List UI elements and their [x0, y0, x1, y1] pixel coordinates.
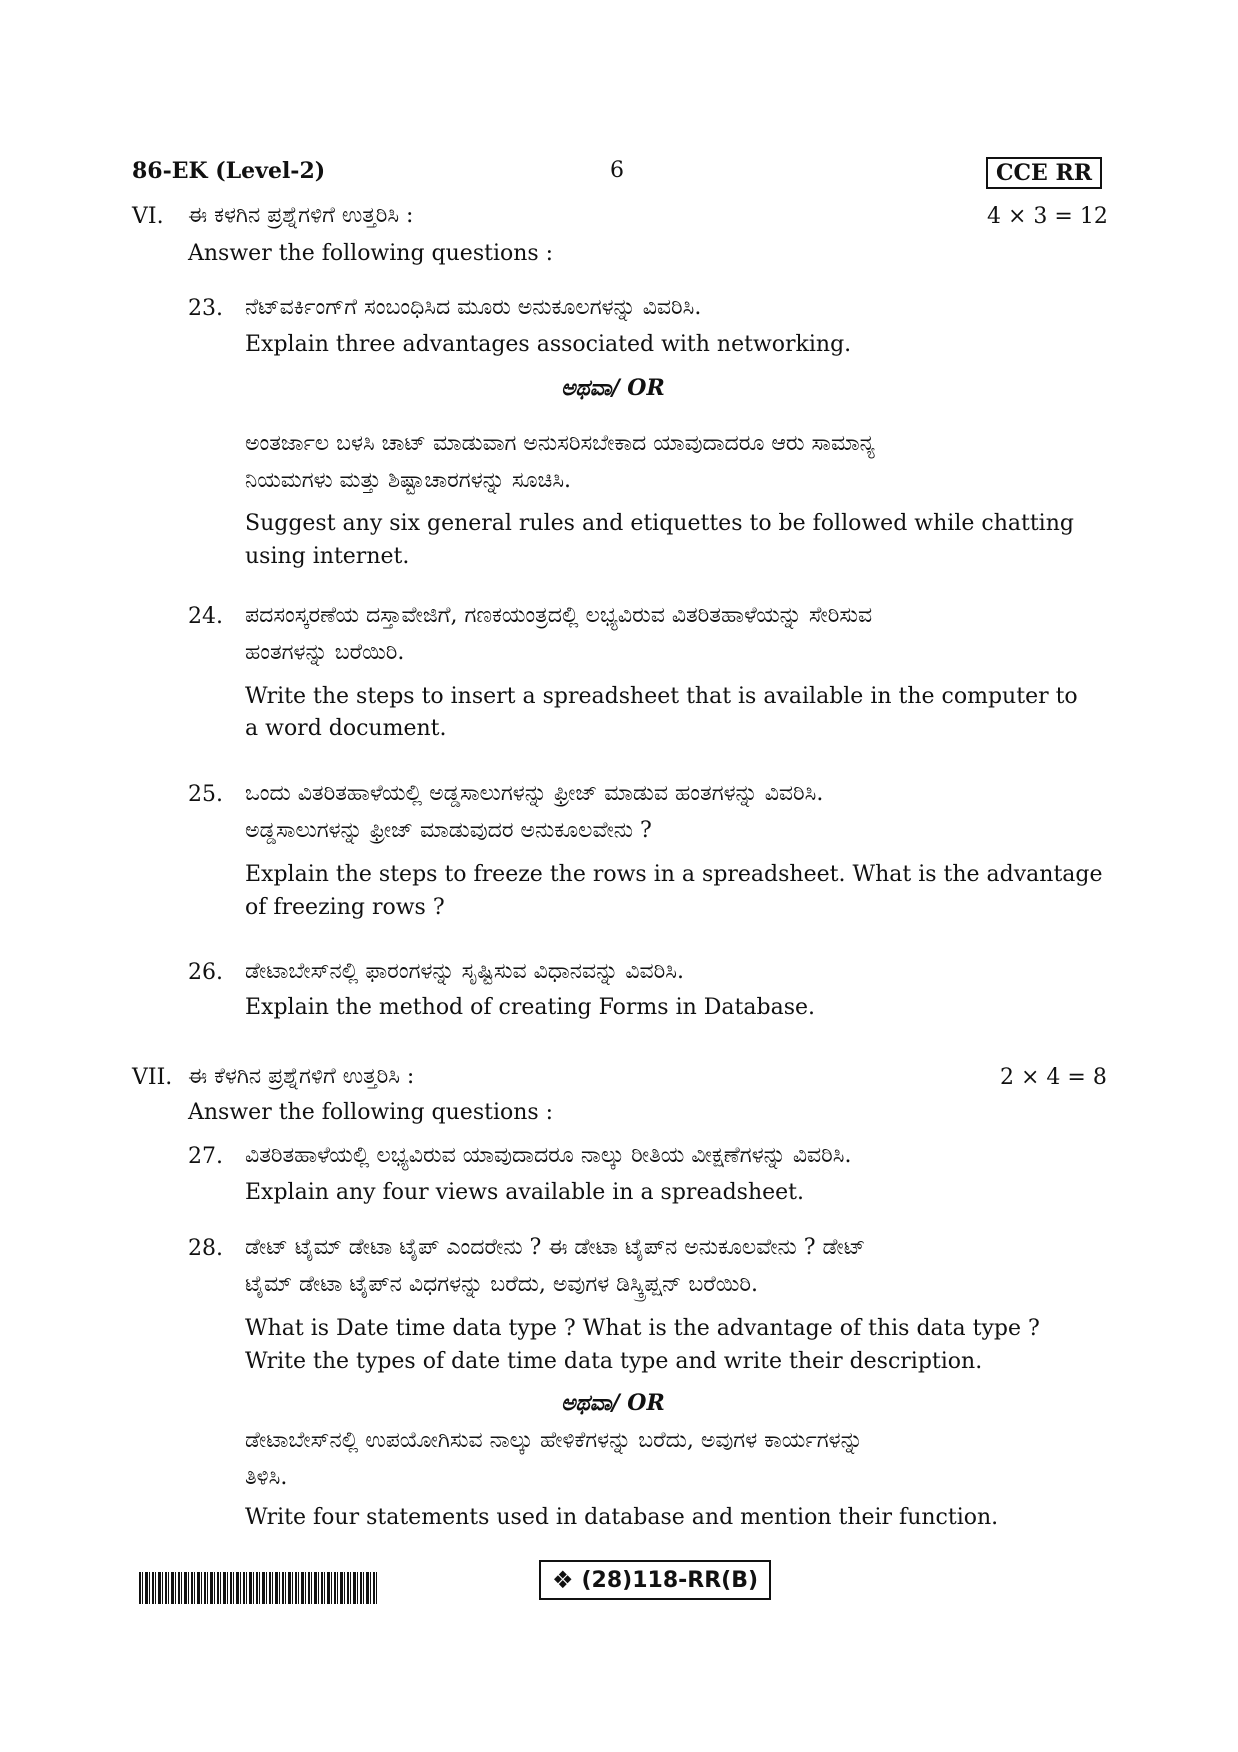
question-23-en: Explain three advantages associated with networking.: [245, 332, 852, 357]
barcode-icon: [139, 1572, 377, 1604]
question-24-en-line2: a word document.: [245, 716, 447, 741]
question-26-en: Explain the method of creating Forms in Database.: [245, 995, 815, 1020]
section-7-instruction-en: Answer the following questions :: [188, 1100, 554, 1125]
question-number-24: 24.: [188, 604, 223, 629]
question-number-25: 25.: [188, 782, 223, 807]
paper-code: 86-EK (Level-2): [132, 158, 326, 184]
question-28-en-line1: What is Date time data type ? What is the advantage of this data type ?: [245, 1316, 1040, 1341]
section-7-instruction-kn: ಈ ಕೆಳಗಿನ ಪ್ರಶ್ನೆಗಳಿಗೆ ಉತ್ತರಿಸಿ :: [188, 1064, 415, 1089]
question-number-26: 26.: [188, 960, 223, 985]
section-7-marks: 2 × 4 = 8: [1000, 1065, 1107, 1090]
section-6-instruction-en: Answer the following questions :: [188, 241, 554, 266]
or-label: ಅಥವಾ/ OR: [561, 1390, 665, 1416]
section-6-instruction-kn: ಈ ಕಳಗಿನ ಪ್ರಶ್ನೆಗಳಿಗೆ ಉತ್ತರಿಸಿ :: [188, 203, 414, 228]
question-28-alt-en: Write four statements used in database and mention their function.: [245, 1505, 999, 1530]
question-25-kn-line1: ಒಂದು ವಿತರಿತಹಾಳೆಯಲ್ಲಿ ಅಡ್ಡಸಾಲುಗಳನ್ನು ಫ್ರೀಜ್ ಮಾಡುವ ಹಂತಗಳನ್ನು ವಿವರಿಸಿ.: [245, 781, 824, 806]
question-number-23: 23.: [188, 296, 223, 321]
question-25-en-line1: Explain the steps to freeze the rows in a spreadsheet. What is the advantage: [245, 862, 1103, 887]
section-6-numeral: VI.: [132, 204, 164, 229]
question-26-kn: ಡೇಟಾಬೇಸ್‌ನಲ್ಲಿ ಫಾರಂಗಳನ್ನು ಸೃಷ್ಟಿಸುವ ವಿಧಾನವನ್ನು ವಿವರಿಸಿ.: [245, 959, 684, 984]
diamond-icon: ❖: [551, 1566, 574, 1594]
page-number: 6: [610, 158, 624, 183]
question-24-kn-line1: ಪದಸಂಸ್ಕರಣೆಯ ದಸ್ತಾವೇಜಿಗೆ, ಗಣಕಯಂತ್ರದಲ್ಲಿ ಲಭ್ಯವಿರುವ ವಿತರಿತಹಾಳೆಯನ್ನು ಸೇರಿಸುವ: [245, 603, 873, 628]
question-27-en: Explain any four views available in a spreadsheet.: [245, 1180, 805, 1205]
question-28-alt-kn-line1: ಡೇಟಾಬೇಸ್‌ನಲ್ಲಿ ಉಪಯೋಗಿಸುವ ನಾಲ್ಕು ಹೇಳಿಕೆಗಳನ್ನು ಬರೆದು, ಅವುಗಳ ಕಾರ್ಯಗಳನ್ನು: [245, 1428, 863, 1453]
question-25-en-line2: of freezing rows ?: [245, 895, 445, 920]
question-24-en-line1: Write the steps to insert a spreadsheet that is available in the computer to: [245, 684, 1078, 709]
or-label: ಅಥವಾ/ OR: [561, 375, 665, 401]
question-28-alt-kn-line2: ತಿಳಿಸಿ.: [245, 1465, 288, 1490]
question-number-27: 27.: [188, 1144, 223, 1169]
question-25-kn-line2: ಅಡ್ಡಸಾಲುಗಳನ್ನು ಫ್ರೀಜ್ ಮಾಡುವುದರ ಅನುಕೂಲವೇನು ?: [245, 818, 652, 843]
question-number-28: 28.: [188, 1236, 223, 1261]
question-27-kn: ವಿತರಿತಹಾಳೆಯಲ್ಲಿ ಲಭ್ಯವಿರುವ ಯಾವುದಾದರೂ ನಾಲ್ಕು ರೀತಿಯ ವೀಕ್ಷಣೆಗಳನ್ನು ವಿವರಿಸಿ.: [245, 1143, 852, 1168]
section-7-numeral: VII.: [132, 1065, 173, 1090]
question-28-kn-line1: ಡೇಟ್ ಟೈಮ್ ಡೇಟಾ ಟೈಪ್ ಎಂದರೇನು ? ಈ ಡೇಟಾ ಟೈಪ್‌ನ ಅನುಕೂಲವೇನು ? ಡೇಟ್: [245, 1235, 866, 1260]
question-23-alt-kn-line2: ನಿಯಮಗಳು ಮತ್ತು ಶಿಷ್ಟಾಚಾರಗಳನ್ನು ಸೂಚಿಸಿ.: [245, 468, 572, 493]
question-23-alt-kn-line1: ಅಂತರ್ಜಾಲ ಬಳಸಿ ಚಾಟ್ ಮಾಡುವಾಗ ಅನುಸರಿಸಬೇಕಾದ ಯಾವುದಾದರೂ ಆರು ಸಾಮಾನ್ಯ: [245, 431, 875, 456]
question-23-kn: ನೆಟ್‌ವರ್ಕಿಂಗ್‌ಗೆ ಸಂಬಂಧಿಸಿದ ಮೂರು ಅನುಕೂಲಗಳನ್ನು ವಿವರಿಸಿ.: [245, 295, 702, 320]
question-28-kn-line2: ಟೈಮ್ ಡೇಟಾ ಟೈಪ್‌ನ ವಿಧಗಳನ್ನು ಬರೆದು, ಅವುಗಳ ಡಿಸ್ಕ್ರಿಪ್ಷನ್ ಬರೆಯಿರಿ.: [245, 1272, 758, 1297]
question-23-alt-en-line1: Suggest any six general rules and etiquettes to be followed while chatting: [245, 511, 1074, 536]
paper-serial-code: [539, 1560, 771, 1600]
paper-serial-code-text: (28)118-RR(B): [581, 1567, 759, 1593]
section-6-marks: 4 × 3 = 12: [987, 204, 1108, 229]
scheme-badge: CCE RR: [986, 157, 1102, 189]
question-24-kn-line2: ಹಂತಗಳನ್ನು ಬರೆಯಿರಿ.: [245, 640, 405, 665]
question-28-en-line2: Write the types of date time data type and write their description.: [245, 1349, 983, 1374]
question-23-alt-en-line2: using internet.: [245, 544, 410, 569]
